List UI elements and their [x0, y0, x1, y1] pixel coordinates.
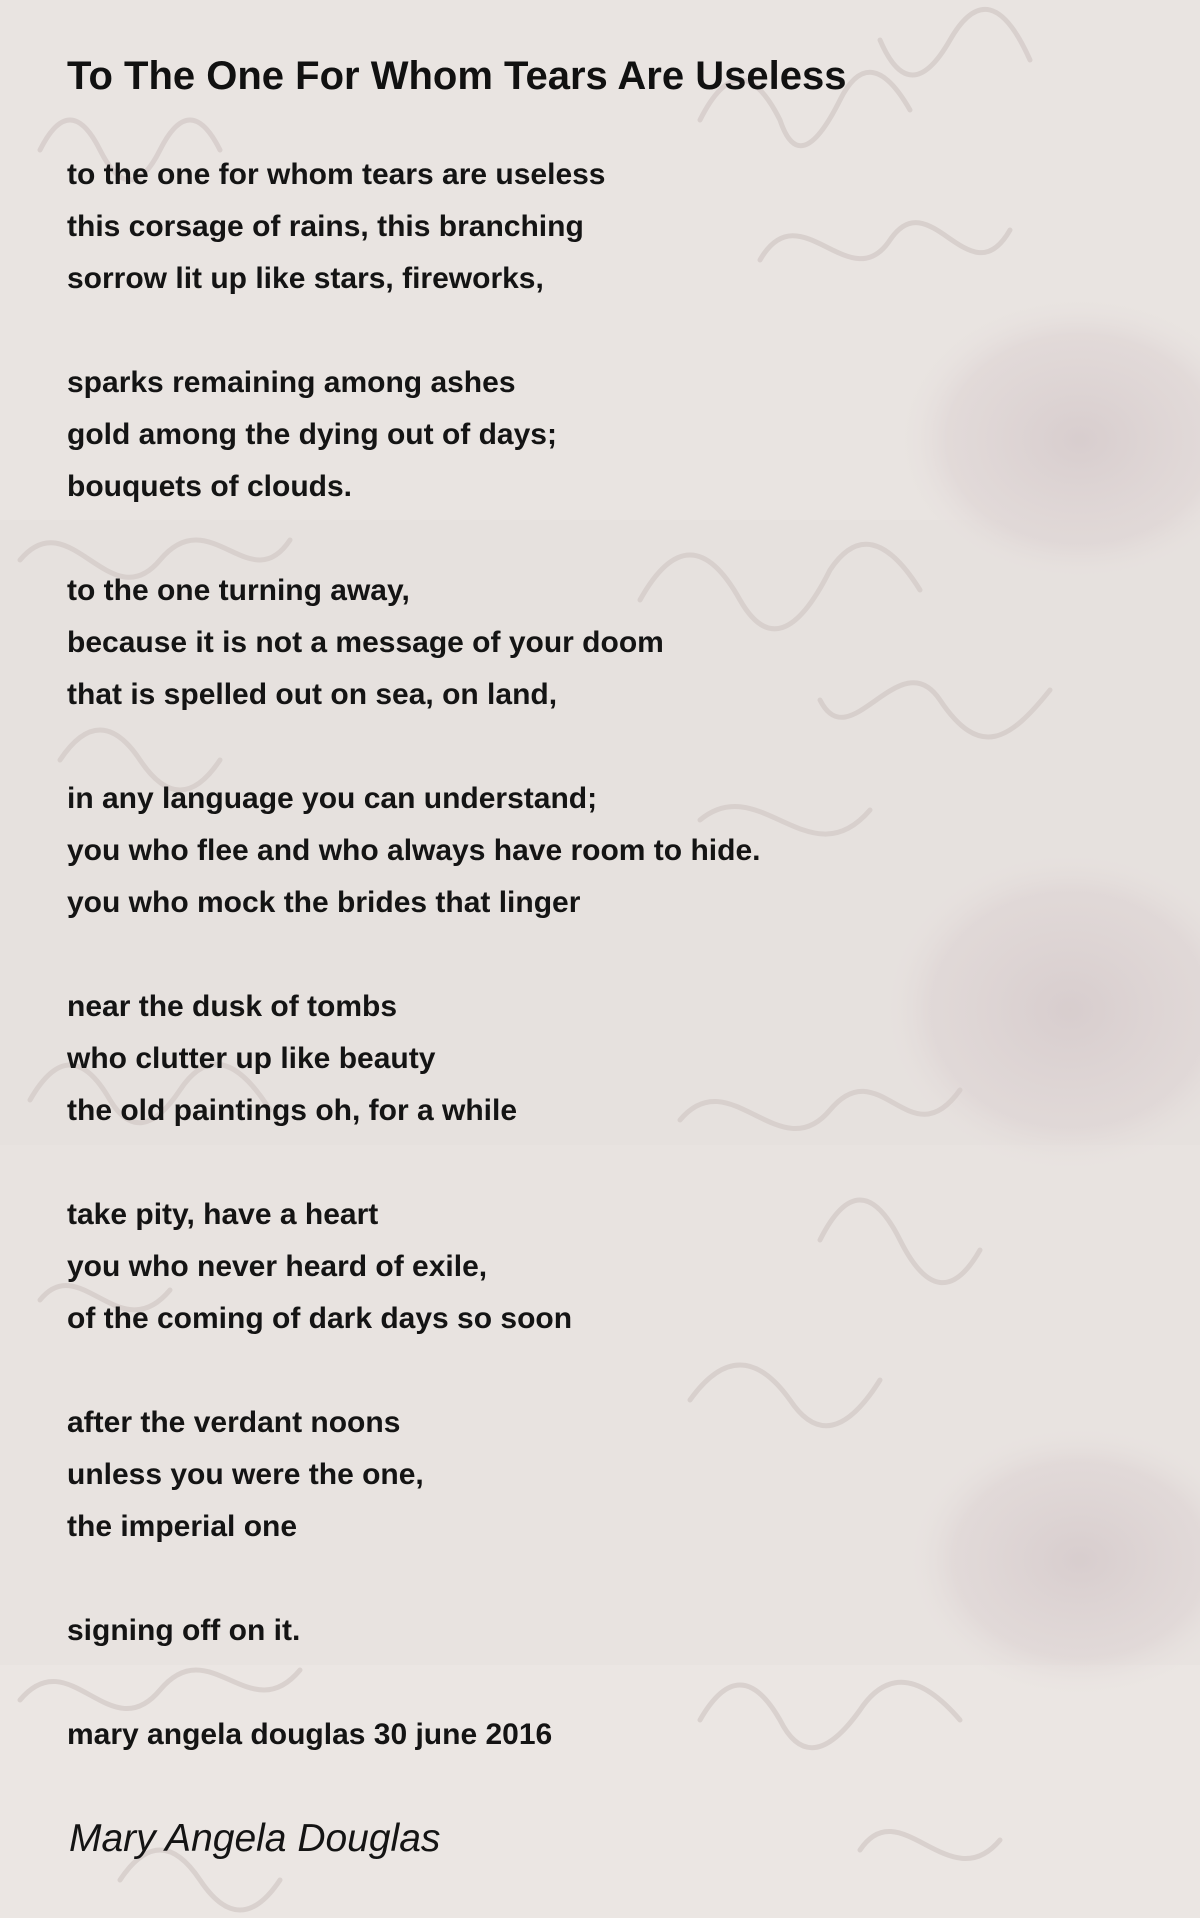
stanza [67, 1397, 760, 1553]
stanza [67, 981, 760, 1137]
poem-line: the old paintings oh, for a while [67, 1094, 517, 1127]
poem-body [67, 149, 760, 1813]
poem-line: signing off on it. [67, 1614, 301, 1647]
poem-line: near the dusk of tombs [67, 990, 398, 1023]
poem-line: take pity, have a heart [67, 1198, 379, 1231]
poem-line: mary angela douglas 30 june 2016 [67, 1718, 553, 1751]
poem-line: bouquets of clouds. [67, 470, 352, 503]
stanza [67, 149, 760, 305]
author-name: Mary Angela Douglas [69, 1817, 441, 1860]
poem-line: this corsage of rains, this branching [67, 210, 584, 243]
poem-line: you who mock the brides that linger [67, 886, 581, 919]
poem-title: To The One For Whom Tears Are Useless [67, 54, 847, 98]
poem-line: that is spelled out on sea, on land, [67, 678, 558, 711]
stanza [67, 1605, 760, 1657]
poem-line: after the verdant noons [67, 1406, 401, 1439]
stanza [67, 565, 760, 721]
stanza [67, 357, 760, 513]
poem-line: you who flee and who always have room to hide. [67, 834, 761, 867]
poem-line: who clutter up like beauty [67, 1042, 436, 1075]
poem-line: in any language you can understand; [67, 782, 598, 815]
poem-line: gold among the dying out of days; [67, 418, 557, 451]
poem-line: you who never heard of exile, [67, 1250, 488, 1283]
poem-line: to the one turning away, [67, 574, 410, 607]
stanza [67, 1189, 760, 1345]
poem-line: because it is not a message of your doom [67, 626, 664, 659]
poem-line: the imperial one [67, 1510, 298, 1543]
poem-line: sorrow lit up like stars, fireworks, [67, 262, 544, 295]
poem-line: of the coming of dark days so soon [67, 1302, 573, 1335]
poem-line: unless you were the one, [67, 1458, 424, 1491]
stanza [67, 773, 760, 929]
poem-line: sparks remaining among ashes [67, 366, 516, 399]
poem-line: to the one for whom tears are useless [67, 158, 606, 191]
poem-dateline [67, 1709, 760, 1761]
